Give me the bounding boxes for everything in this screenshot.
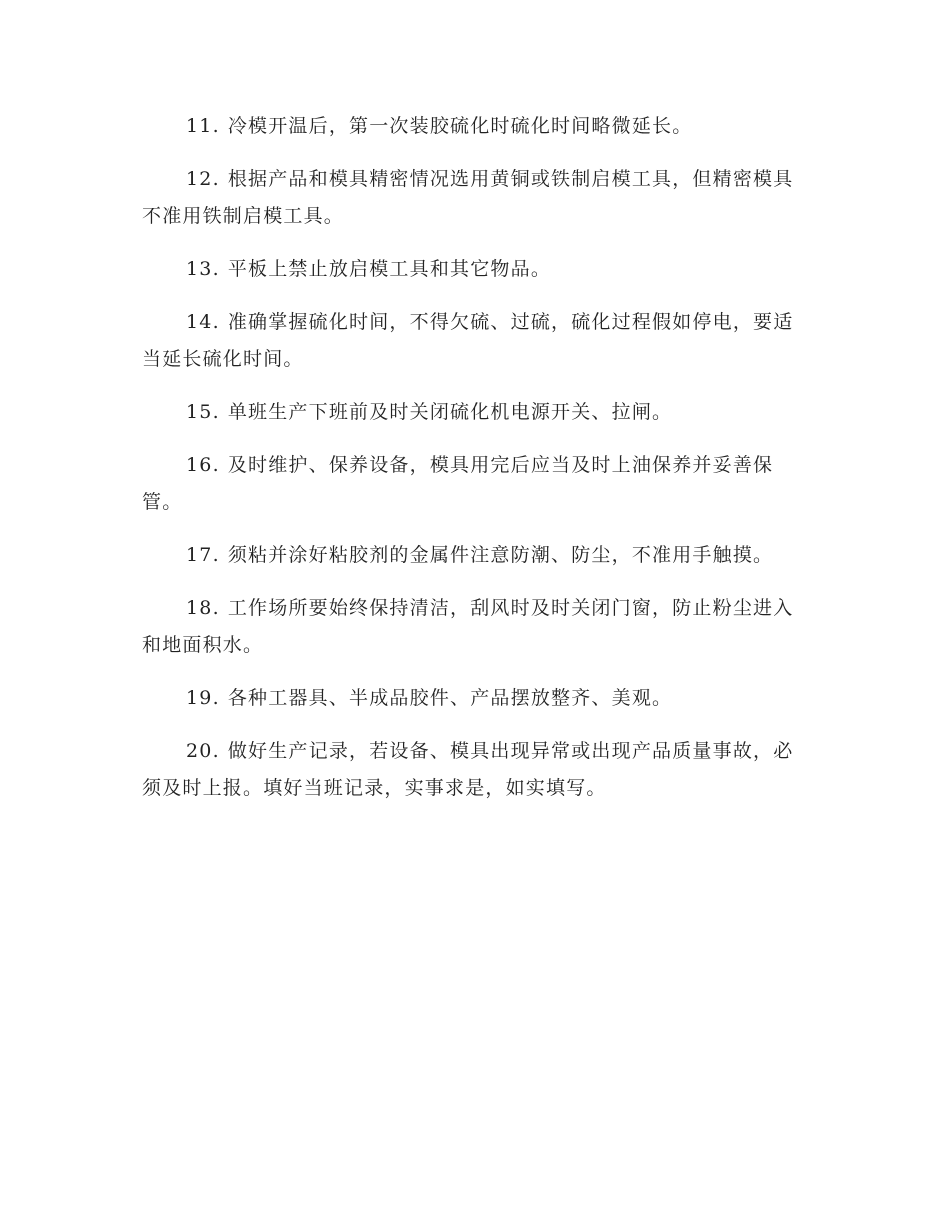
list-item: [142, 251, 802, 288]
item-number: 12.: [186, 168, 220, 190]
item-number: 18.: [186, 597, 220, 619]
list-item: [142, 304, 802, 378]
item-number: 13.: [186, 258, 220, 280]
item-text: 及时维护、保养设备，模具用完后应当及时上油保养并妥善保管。: [142, 454, 774, 513]
item-text: 冷模开温后，第一次装胶硫化时硫化时间略微延长。: [227, 115, 693, 137]
item-number: 20.: [186, 740, 220, 762]
list-item: [142, 108, 802, 145]
item-text: 做好生产记录，若设备、模具出现异常或出现产品质量事故，必须及时上报。填好当班记录，实事求是，如实填写。: [142, 740, 794, 799]
item-text: 准确掌握硫化时间，不得欠硫、过硫，硫化过程假如停电，要适当延长硫化时间。: [142, 311, 794, 370]
item-text: 平板上禁止放启模工具和其它物品。: [227, 258, 552, 280]
list-item: [142, 161, 802, 235]
list-item: [142, 680, 802, 717]
item-number: 14.: [186, 311, 220, 333]
document-body: [142, 108, 802, 823]
item-number: 17.: [186, 544, 220, 566]
item-text: 须粘并涂好粘胶剂的金属件注意防潮、防尘，不准用手触摸。: [227, 544, 774, 566]
item-text: 各种工器具、半成品胶件、产品摆放整齐、美观。: [227, 687, 673, 709]
item-number: 15.: [186, 401, 220, 423]
list-item: [142, 537, 802, 574]
item-number: 11.: [186, 115, 220, 137]
item-number: 19.: [186, 687, 220, 709]
item-text: 工作场所要始终保持清洁，刮风时及时关闭门窗，防止粉尘进入和地面积水。: [142, 597, 794, 656]
item-text: 单班生产下班前及时关闭硫化机电源开关、拉闸。: [227, 401, 673, 423]
list-item: [142, 590, 802, 664]
item-number: 16.: [186, 454, 220, 476]
list-item: [142, 394, 802, 431]
list-item: [142, 733, 802, 807]
list-item: [142, 447, 802, 521]
item-text: 根据产品和模具精密情况选用黄铜或铁制启模工具，但精密模具不准用铁制启模工具。: [142, 168, 794, 227]
